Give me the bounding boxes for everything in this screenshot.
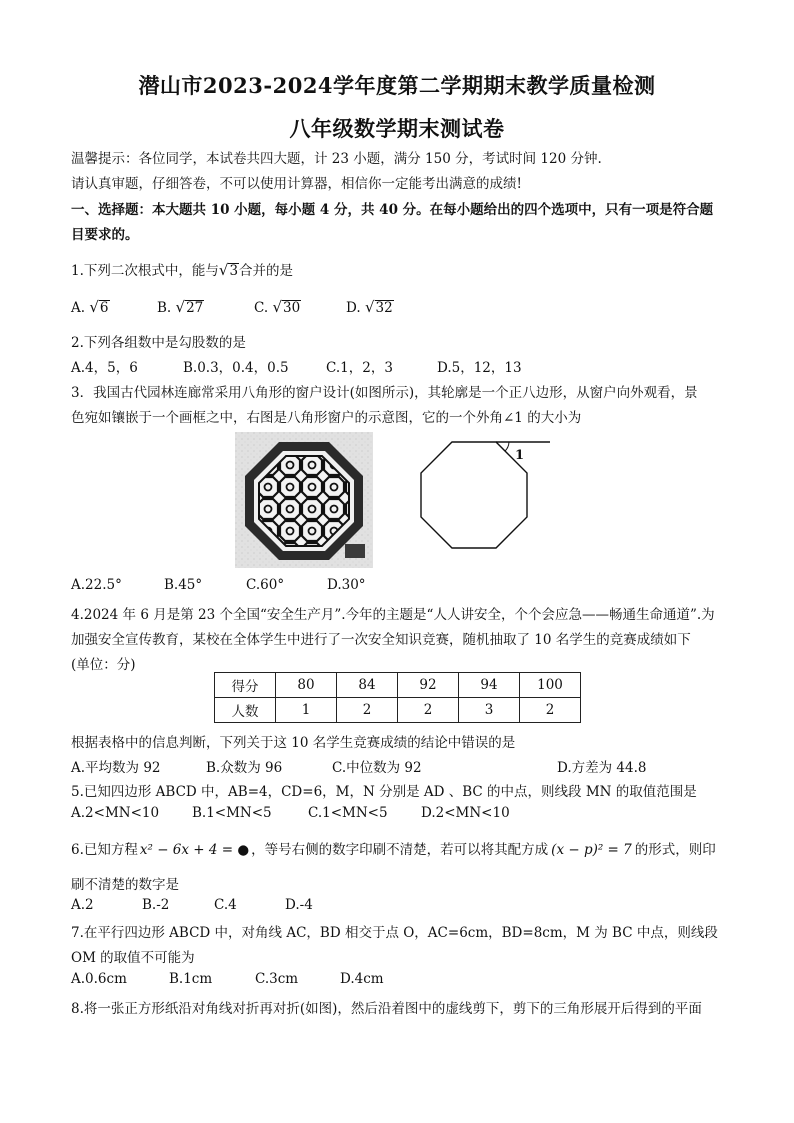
table-cell: 2 [337,698,398,723]
notice-line-1: 温馨提示：各位同学，本试卷共四大题，计 23 小题，满分 150 分，考试时间 120 分钟. [71,151,602,167]
question-7-option-d: D.4cm [340,971,384,987]
question-4-stem-line-1: 4.2024 年 6 月是第 23 个全国“安全生产月”.今年的主题是“人人讲安全，个个会应急——畅通生命通道”.为 [71,607,715,623]
table-cell: 2 [520,698,581,723]
question-7-stem-line-2: OM 的取值不可能为 [71,950,195,966]
table-header-count: 人数 [215,698,276,723]
question-6-option-d: D.-4 [285,897,313,913]
question-4-question: 根据表格中的信息判断，下列关于这 10 名学生竞赛成绩的结论中错误的是 [71,735,516,751]
table-cell: 84 [337,673,398,698]
question-7-option-a: A.0.6cm [71,971,127,987]
question-1-option-d: D. √32 [346,298,393,316]
question-1-option-a: A. √6 [71,298,109,316]
table-cell: 3 [459,698,520,723]
table-cell: 80 [276,673,337,698]
question-3-stem-line-1: 3．我国古代园林连廊常采用八角形的窗户设计(如图所示)，其轮廓是一个正八边形，从窗户向外观看，景 [71,385,698,401]
table-row [215,698,581,723]
score-table [214,672,581,723]
question-2-option-a: A.4，5，6 [71,360,138,376]
exam-subtitle: 八年级数学期末测试卷 [289,116,505,141]
octagon-diagram [405,414,555,574]
question-6-option-b: B.-2 [142,897,170,913]
question-2-option-d: D.5，12，13 [437,360,522,376]
question-4-option-a: A.平均数为 92 [71,760,161,776]
question-6-option-a: A.2 [71,897,94,913]
question-6-stem [71,838,716,858]
question-5-option-b: B.1<MN<5 [192,805,272,821]
question-4-option-b: B.众数为 96 [206,760,283,776]
question-5-option-c: C.1<MN<5 [308,805,388,821]
question-7-option-c: C.3cm [255,971,299,987]
question-7-option-b: B.1cm [169,971,213,987]
table-row [215,673,581,698]
question-3-option-d: D.30° [327,577,366,593]
question-6-option-c: C.4 [214,897,237,913]
question-3-option-c: C.60° [246,577,285,593]
question-3-option-a: A.22.5° [71,577,122,593]
question-6-stem-post: 的形式，则印 [634,842,716,858]
question-1-stem: 1.下列二次根式中，能与√3合并的是 [71,261,294,279]
question-5-option-d: D.2<MN<10 [421,805,510,821]
table-cell: 1 [276,698,337,723]
question-3-option-b: B.45° [164,577,203,593]
exam-title: 潜山市2023-2024学年度第二学期期末教学质量检测 [138,73,656,98]
question-2-option-b: B.0.3，0.4，0.5 [183,360,289,376]
question-1-option-b: B. √27 [157,298,204,316]
question-3-stem-line-2: 色宛如镶嵌于一个画框之中，右图是八角形窗户的示意图，它的一个外角∠1 的大小为 [71,410,582,426]
question-1-option-c: C. √30 [254,298,301,316]
question-2-option-c: C.1，2，3 [326,360,393,376]
octagon-window-illustration [235,432,373,568]
question-1-stem-post: 合并的是 [239,263,294,279]
table-cell: 100 [520,673,581,698]
question-1-radicand: 3 [229,263,239,279]
question-5-stem: 5.已知四边形 ABCD 中，AB=4，CD=6，M，N 分别是 AD 、BC 的中点，则线段 MN 的取值范围是 [71,784,697,800]
section-1-heading-cont: 目要求的。 [71,227,139,243]
question-6-stem-line-2: 刷不清楚的数字是 [71,877,179,893]
question-1-stem-pre: 1.下列二次根式中，能与 [71,263,219,279]
table-cell: 2 [398,698,459,723]
octagon-window-photo [235,432,373,568]
question-6-stem-mid: ，等号右侧的数字印刷不清楚，若可以将其配方成 [251,842,549,858]
section-1-heading: 一、选择题：本大题共 10 小题，每小题 4 分，共 40 分。在每小题给出的四个选项中，只有一项是符合题 [71,202,714,218]
question-4-option-d: D.方差为 44.8 [557,760,647,776]
question-6-equation-2: (x − p)² = 7 [551,842,632,858]
notice-line-2: 请认真审题，仔细答卷，不可以使用计算器，相信你一定能考出满意的成绩! [71,176,522,192]
question-6-stem-pre: 6.已知方程 [71,842,138,858]
question-4-stem-line-3: (单位：分) [71,657,136,673]
table-cell: 94 [459,673,520,698]
question-8-stem-line-1: 8.将一张正方形纸沿对角线对折再对折(如图)，然后沿着图中的虚线剪下，剪下的三角形展开后得到的平面 [71,1001,702,1017]
question-4-option-c: C.中位数为 92 [332,760,422,776]
question-5-option-a: A.2<MN<10 [71,805,160,821]
angle-1-label: 1 [515,448,525,463]
question-4-stem-line-2: 加强安全宣传教育，某校在全体学生中进行了一次安全知识竞赛，随机抽取了 10 名学生的竞赛成绩如下 [71,632,691,648]
question-6-equation: x² − 6x + 4 = ● [139,842,250,858]
table-cell: 92 [398,673,459,698]
question-7-stem-line-1: 7.在平行四边形 ABCD 中，对角线 AC，BD 相交于点 O，AC=6cm，BD=8cm，M 为 BC 中点，则线段 [71,925,718,941]
question-2-stem: 2.下列各组数中是勾股数的是 [71,335,246,351]
table-header-score: 得分 [215,673,276,698]
